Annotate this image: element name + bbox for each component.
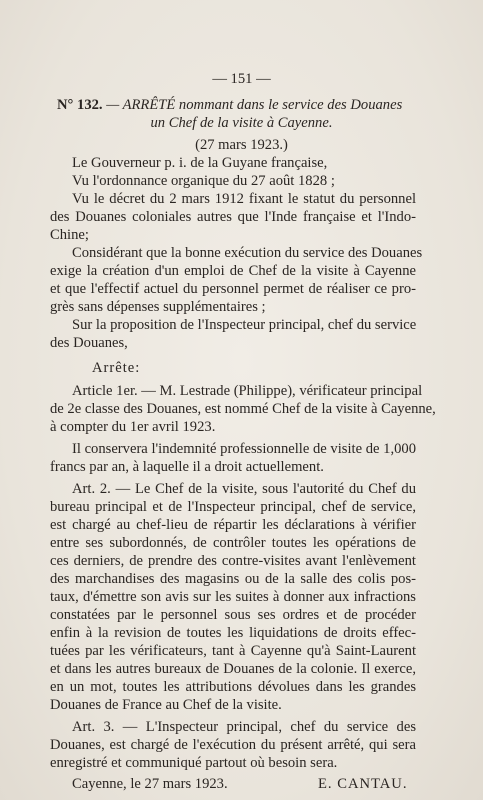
place-date: Cayenne, le 27 mars 1923. <box>72 776 228 792</box>
article-1-line-4: Il conservera l'indemnité professionnelle de visite de 1,000 <box>72 441 416 457</box>
considerant-line-3: et que l'effectif actuel du personnel permet de réaliser ce pro- <box>50 281 416 297</box>
article-2-line-7: taux, d'émettre son avis sur les suites à donner aux infractions <box>50 589 416 605</box>
article-3-line-1: Art. 3. — L'Inspecteur principal, chef du service des <box>72 719 416 735</box>
signature: E. CANTAU. <box>318 776 408 792</box>
arrete-heading: Arrête: <box>92 360 141 376</box>
article-2-line-9: enfin à la revision de toutes les liquidations de droits effec- <box>50 625 416 641</box>
considerant-line-4: grès sans dépenses supplémentaires ; <box>50 299 266 315</box>
article-2-line-12: en un mot, toutes les attributions dévolues dans les grandes <box>50 679 416 695</box>
article-3-line-3: enregistré et communiqué partout où besoin sera. <box>50 755 338 771</box>
article-1-line-5: francs par an, à laquelle il a droit actuellement. <box>50 459 324 475</box>
article-3-line-2: Douanes, est chargé de l'exécution du présent arrêté, qui sera <box>50 737 416 753</box>
vu-ordonnance: Vu l'ordonnance organique du 27 août 1828 ; <box>72 173 335 189</box>
article-1-line-3: à compter du 1er avril 1923. <box>50 419 216 435</box>
decree-title: — ARRÊTÉ nommant dans le service des Douanes <box>106 97 403 113</box>
vu-decret-line-2: des Douanes coloniales autres que l'Inde française et l'Indo- <box>50 209 416 225</box>
decree-title-line-2: un Chef de la visite à Cayenne. <box>150 115 333 131</box>
considerant-line-2: exige la création d'un emploi de Chef de la visite à Cayenne <box>50 263 416 279</box>
article-2-line-1: Art. 2. — Le Chef de la visite, sous l'autorité du Chef du <box>72 481 416 497</box>
governor-line: Le Gouverneur p. i. de la Guyane française, <box>72 155 328 171</box>
article-1-line-1: Article 1er. — M. Lestrade (Philippe), vérificateur principal <box>72 383 423 399</box>
considerant-line-1: Considérant que la bonne exécution du service des Douanes <box>72 245 423 261</box>
vu-decret-line-3: Chine; <box>50 227 89 243</box>
vu-decret-line-1: Vu le décret du 2 mars 1912 fixant le statut du personnel <box>72 191 416 207</box>
article-2-line-6: des marchandises des magasins ou de la salle des colis pos- <box>50 571 416 587</box>
decree-title-line-1 <box>57 97 402 114</box>
article-1-line-2: de 2e classe des Douanes, est nommé Chef de la visite à Cayenne, <box>50 401 436 417</box>
article-2-line-10: tuées par les vérificateurs, tant à Cayenne qu'à Saint-Laurent <box>50 643 416 659</box>
page-number: — 151 — <box>212 71 271 87</box>
article-2-line-13: Douanes de France au Chef de la visite. <box>50 697 282 713</box>
decree-number: N° 132. <box>57 97 103 113</box>
decree-date: (27 mars 1923.) <box>195 137 288 153</box>
proposition-line-2: des Douanes, <box>50 335 128 351</box>
article-2-line-3: est chargé au chef-lieu de répartir les déclarations à vérifier <box>50 517 416 533</box>
article-2-line-5: ces derniers, de prendre des contre-visites avant l'enlèvement <box>50 553 416 569</box>
article-2-line-4: entre ses subordonnés, de contrôler toutes les opérations de <box>50 535 416 551</box>
article-2-line-11: et dans les autres bureaux de Douanes de la colonie. Il exerce, <box>50 661 416 677</box>
proposition-line-1: Sur la proposition de l'Inspecteur principal, chef du service <box>72 317 417 333</box>
article-2-line-2: bureau principal et de l'Inspecteur principal, chef de service, <box>50 499 416 515</box>
article-2-line-8: constatées par le personnel sous ses ordres et de procéder <box>50 607 416 623</box>
